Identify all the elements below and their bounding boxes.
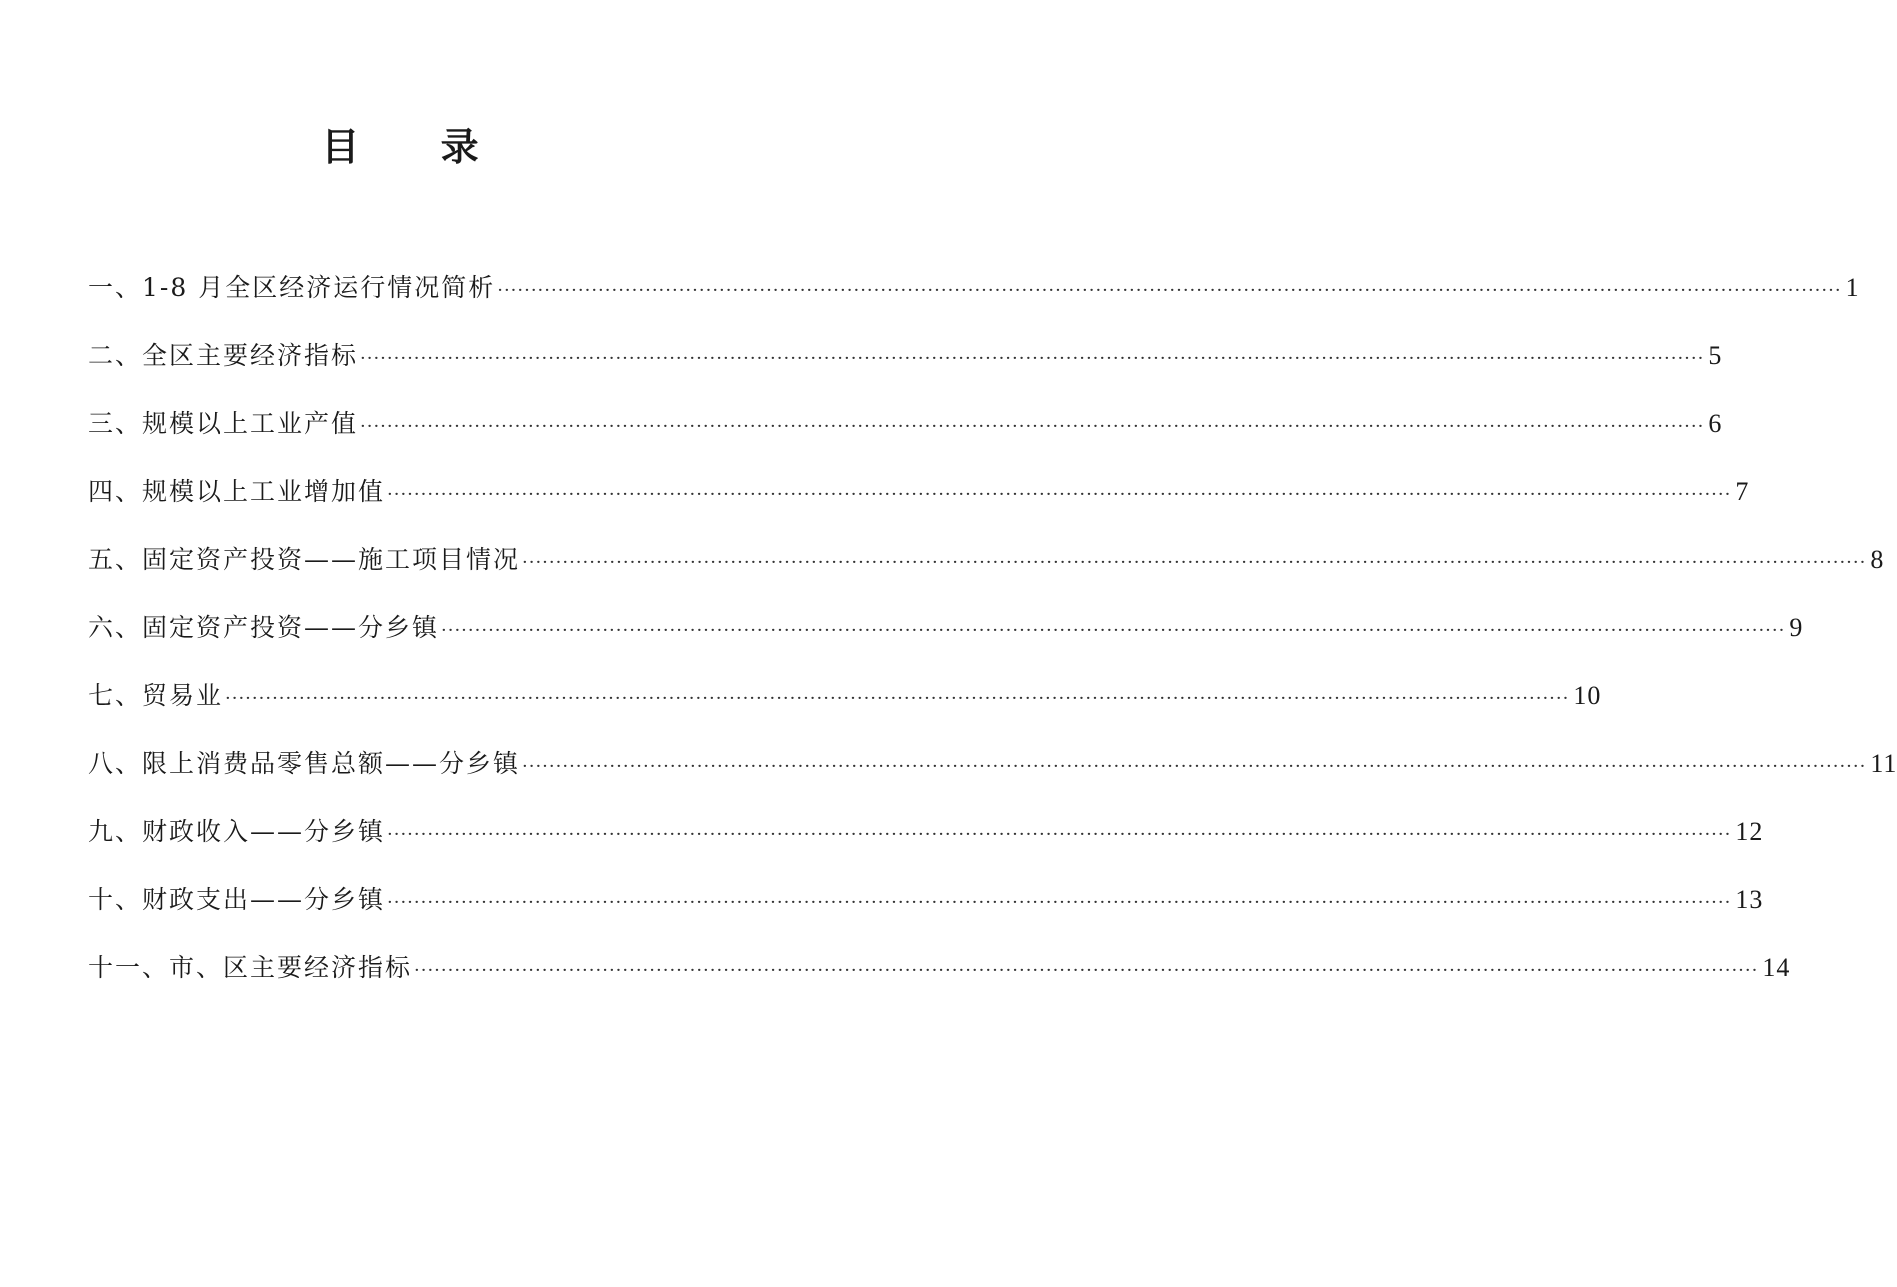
dot-leader: ········································································································································································································: [387, 824, 1732, 845]
toc-entry-title: 二、全区主要经济指标: [88, 341, 359, 370]
toc-entry-page: 1: [1845, 273, 1860, 302]
toc-entry-page: 9: [1789, 613, 1804, 642]
dot-leader: ········································································································································································································: [497, 280, 1842, 301]
toc-entry-title: 九、财政收入——分乡镇: [88, 817, 386, 846]
toc-entry-title: 三、规模以上工业产值: [88, 409, 359, 438]
toc-entry-8: [88, 746, 1897, 814]
dot-leader: ········································································································································································································: [387, 892, 1732, 913]
toc-entry-page: 14: [1762, 953, 1791, 982]
toc-entry-1: [88, 270, 1860, 338]
toc-entry-page: 5: [1708, 341, 1723, 370]
page-title: 目 录: [321, 124, 513, 169]
toc-entry-6: [88, 610, 1804, 678]
toc-entry-title: 十一、市、区主要经济指标: [88, 953, 413, 982]
dot-leader: ········································································································································································································: [522, 552, 1867, 573]
toc-entry-title: 四、规模以上工业增加值: [88, 477, 386, 506]
toc-entry-title: 六、固定资产投资——分乡镇: [88, 613, 440, 642]
toc-entry-page: 6: [1708, 409, 1723, 438]
toc-entry-title: 八、限上消费品零售总额——分乡镇: [88, 749, 521, 778]
dot-leader: ········································································································································································································: [225, 688, 1570, 709]
toc-entry-page: 12: [1735, 817, 1764, 846]
dot-leader: ········································································································································································································: [360, 348, 1705, 369]
toc-entry-page: 13: [1735, 885, 1764, 914]
toc-entry-page: 11: [1870, 749, 1897, 778]
toc-entry-title: 一、1-8 月全区经济运行情况简析: [88, 273, 496, 302]
toc-entry-3: [88, 406, 1723, 474]
toc-entry-10: [88, 882, 1764, 950]
toc-entry-title: 七、贸易业: [88, 681, 224, 710]
toc-entry-page: 7: [1735, 477, 1750, 506]
dot-leader: ········································································································································································································: [414, 960, 1759, 981]
toc-entry-4: [88, 474, 1750, 542]
table-of-contents: [88, 270, 1897, 1018]
toc-entry-page: 8: [1870, 545, 1885, 574]
toc-entry-9: [88, 814, 1764, 882]
dot-leader: ········································································································································································································: [360, 416, 1705, 437]
toc-entry-11: [88, 950, 1791, 1018]
toc-entry-title: 十、财政支出——分乡镇: [88, 885, 386, 914]
dot-leader: ········································································································································································································: [441, 620, 1786, 641]
toc-entry-5: [88, 542, 1885, 610]
toc-entry-title: 五、固定资产投资——施工项目情况: [88, 545, 521, 574]
dot-leader: ········································································································································································································: [522, 756, 1867, 777]
toc-entry-7: [88, 678, 1602, 746]
toc-entry-2: [88, 338, 1723, 406]
toc-entry-page: 10: [1573, 681, 1602, 710]
dot-leader: ········································································································································································································: [387, 484, 1732, 505]
